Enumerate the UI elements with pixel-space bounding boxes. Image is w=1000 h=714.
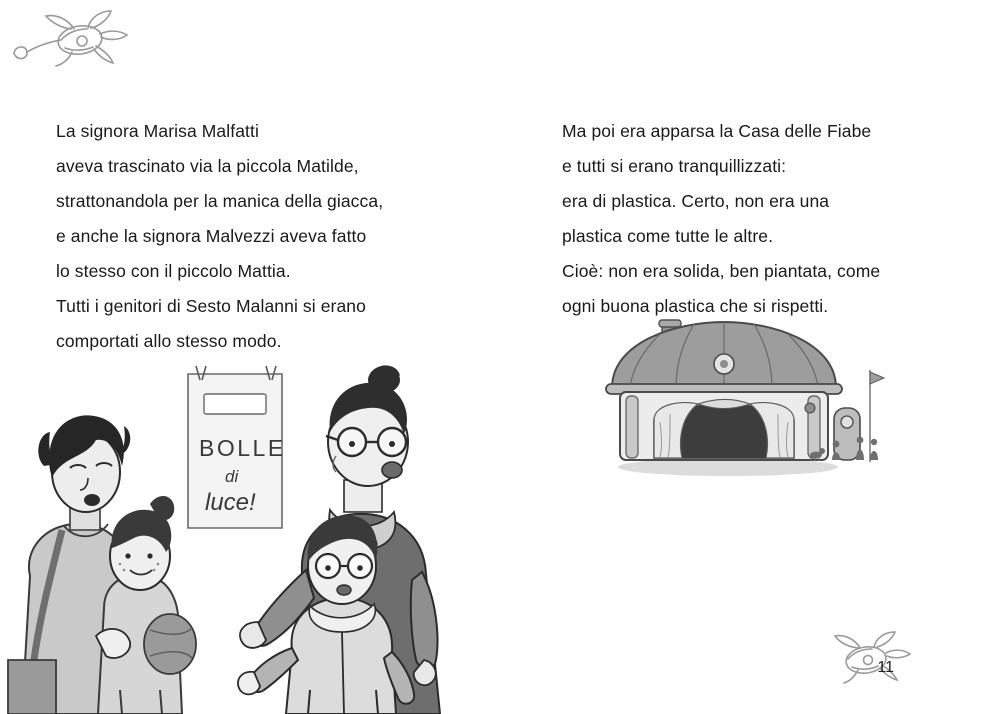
text-line: era di plastica. Certo, non era una: [562, 190, 830, 211]
text-line: lo stesso con il piccolo Mattia.: [56, 260, 291, 281]
page-number: 11: [877, 659, 894, 676]
left-text-column: [56, 96, 476, 376]
winged-spiral-ornament-bottom: [810, 626, 920, 686]
text-line: e anche la signora Malvezzi aveva fatto: [56, 225, 367, 246]
paragraph-left: [56, 114, 476, 359]
text-line: Cioè: non era solida, ben piantata, come: [562, 260, 881, 281]
text-line: strattonandola per la manica della giacca,: [56, 190, 384, 211]
text-line: plastica come tutte le altre.: [562, 225, 774, 246]
text-line: e tutti si erano tranquillizzati:: [562, 155, 787, 176]
sign-line-2: di: [225, 467, 239, 486]
toddler-figure: [96, 496, 196, 714]
sign-line-1: BOLLE: [199, 435, 286, 461]
characters-illustration: [0, 360, 470, 714]
winged-spiral-ornament: [8, 10, 138, 80]
text-line: ogni buona plastica che si rispetti.: [562, 295, 829, 316]
right-text-column-top: [562, 96, 962, 341]
paragraph-right-top: [562, 114, 962, 324]
right-text-column-bottom: [562, 487, 972, 505]
text-line: comportati allo stesso modo.: [56, 330, 282, 351]
text-line: Tutti i genitori di Sesto Malanni si erano: [56, 295, 366, 316]
text-line: La signora Marisa Malfatti: [56, 120, 259, 141]
text-line: aveva trascinato via la piccola Matilde,: [56, 155, 359, 176]
banner-sign: [188, 366, 286, 528]
inflatable-house-illustration: [598, 312, 898, 482]
sign-line-3: luce!: [205, 489, 256, 516]
text-line: Ma poi era apparsa la Casa delle Fiabe: [562, 120, 872, 141]
